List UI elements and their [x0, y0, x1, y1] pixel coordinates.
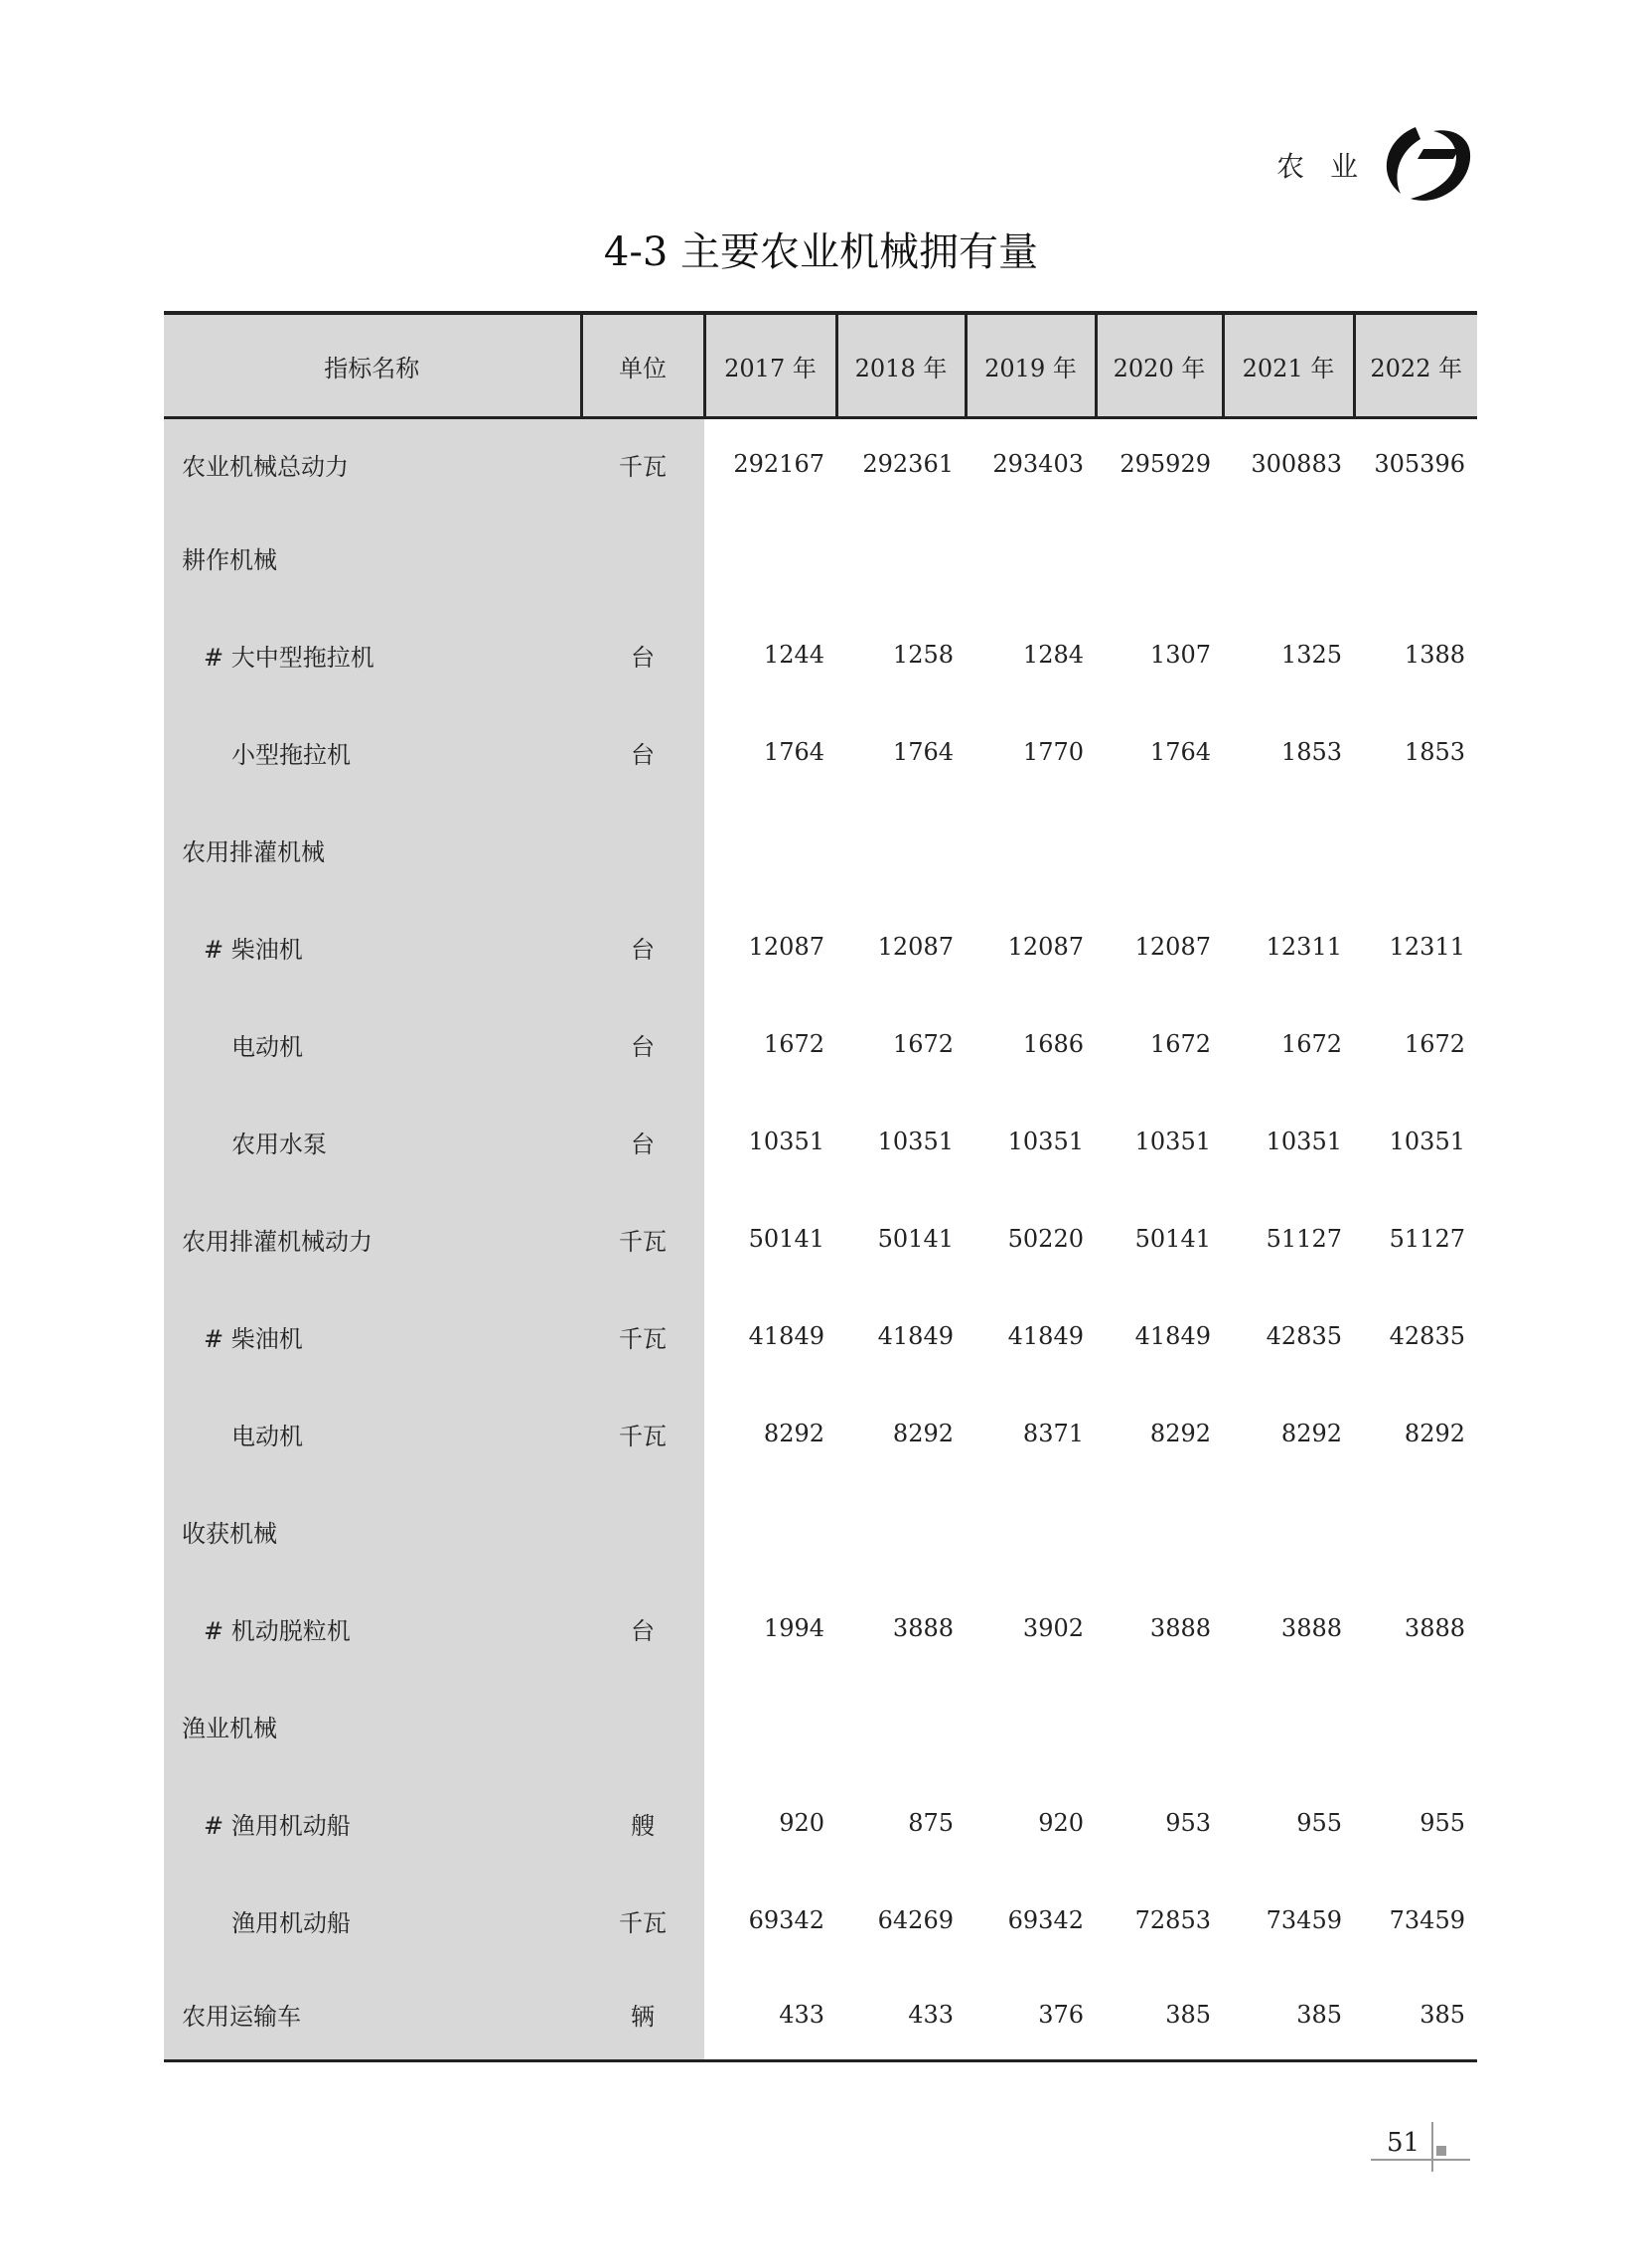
row-value-2017: 10351	[748, 1128, 824, 1155]
row-indicator-name: # 机动脱粒机	[204, 1616, 351, 1645]
row-indicator-name: # 渔用机动船	[204, 1811, 351, 1840]
row-unit: 台	[581, 898, 704, 995]
row-indicator-name: 收获机械	[182, 1519, 277, 1548]
row-value-2020: 12087	[1134, 933, 1211, 961]
row-indicator-name: 农用水泵	[231, 1130, 327, 1158]
row-value-2017: 1672	[763, 1030, 824, 1058]
row-value-2019: 1284	[1022, 641, 1084, 669]
row-value-2018: 12087	[877, 933, 954, 961]
row-value-2021	[1223, 1482, 1354, 1580]
row-unit: 千瓦	[581, 1287, 704, 1385]
table-header-row	[164, 313, 1477, 418]
row-unit	[581, 801, 704, 898]
row-value-2020: 385	[1096, 1969, 1223, 2061]
row-value-2017: 1244	[763, 641, 824, 669]
row-value-2018: 3888	[892, 1614, 954, 1642]
table-row	[164, 1774, 1477, 1872]
row-value-2020: 8292	[1149, 1420, 1211, 1447]
row-value-2022	[1354, 1677, 1477, 1774]
table-row	[164, 1482, 1477, 1580]
row-value-2018: 1672	[892, 1030, 954, 1058]
row-value-2019: 376	[966, 1969, 1096, 2061]
row-value-2021: 8292	[1280, 1420, 1342, 1447]
row-value-2021: 3888	[1280, 1614, 1342, 1642]
row-indicator-cell	[164, 898, 581, 995]
row-value-2017: 433	[704, 1969, 836, 2061]
row-value-2017: 292167	[733, 450, 824, 478]
row-value-2021: 51127	[1266, 1225, 1342, 1253]
row-indicator-cell	[164, 509, 581, 606]
row-value-2019: 293403	[992, 450, 1084, 478]
row-indicator-cell	[164, 418, 581, 510]
table-row	[164, 1190, 1477, 1287]
row-indicator-name: # 大中型拖拉机	[204, 643, 374, 672]
row-value-2021: 10351	[1266, 1128, 1342, 1155]
table-row	[164, 1385, 1477, 1482]
row-value-2020: 1672	[1149, 1030, 1211, 1058]
row-indicator-cell	[164, 1093, 581, 1190]
row-value-2019: 8371	[1022, 1420, 1084, 1447]
column-header-name: 指标名称	[164, 313, 581, 418]
row-indicator-name: 农用排灌机械	[182, 837, 325, 866]
row-unit: 台	[581, 703, 704, 801]
row-value-2022	[1354, 1482, 1477, 1580]
row-unit: 台	[581, 1580, 704, 1677]
row-indicator-cell	[164, 1774, 581, 1872]
row-indicator-cell	[164, 1872, 581, 1969]
row-indicator-cell	[164, 1385, 581, 1482]
row-indicator-name: 电动机	[231, 1032, 303, 1061]
row-value-2020: 50141	[1134, 1225, 1211, 1253]
row-value-2018: 433	[836, 1969, 966, 2061]
row-value-2018: 292361	[862, 450, 954, 478]
row-indicator-cell	[164, 995, 581, 1093]
row-value-2017: 50141	[748, 1225, 824, 1253]
row-unit: 台	[581, 606, 704, 703]
row-value-2017: 8292	[763, 1420, 824, 1447]
row-value-2020: 41849	[1134, 1322, 1211, 1350]
row-unit: 台	[581, 995, 704, 1093]
row-indicator-name: 农用运输车	[182, 2003, 301, 2031]
row-value-2019	[966, 1482, 1096, 1580]
row-value-2018: 8292	[892, 1420, 954, 1447]
row-value-2018	[836, 801, 966, 898]
row-value-2020	[1096, 801, 1223, 898]
column-header-unit: 单位	[581, 313, 704, 418]
row-value-2018	[836, 509, 966, 606]
row-value-2018: 1258	[892, 641, 954, 669]
row-value-2022: 1388	[1404, 641, 1465, 669]
row-value-2020	[1096, 1677, 1223, 1774]
row-indicator-name: 耕作机械	[182, 545, 277, 574]
column-header-2017: 2017 年	[704, 313, 836, 418]
row-indicator-name: # 柴油机	[204, 935, 303, 964]
row-value-2022: 1672	[1404, 1030, 1465, 1058]
row-unit: 千瓦	[581, 1385, 704, 1482]
row-value-2022: 8292	[1404, 1420, 1465, 1447]
row-value-2018: 50141	[877, 1225, 954, 1253]
table-row	[164, 801, 1477, 898]
row-indicator-name: 农业机械总动力	[182, 452, 349, 481]
row-indicator-name: 渔业机械	[182, 1714, 277, 1742]
row-value-2020	[1096, 509, 1223, 606]
row-indicator-cell	[164, 1677, 581, 1774]
row-indicator-cell	[164, 1969, 581, 2061]
row-value-2019: 1770	[1022, 738, 1084, 766]
row-value-2022	[1354, 801, 1477, 898]
row-value-2020: 295929	[1120, 450, 1211, 478]
row-unit	[581, 509, 704, 606]
row-value-2021: 1325	[1280, 641, 1342, 669]
row-indicator-cell	[164, 703, 581, 801]
section-label: 农业	[1276, 150, 1385, 183]
table-row	[164, 1580, 1477, 1677]
row-unit	[581, 1482, 704, 1580]
row-value-2020: 953	[1165, 1809, 1211, 1837]
table-row	[164, 509, 1477, 606]
table-row	[164, 995, 1477, 1093]
table-row	[164, 1872, 1477, 1969]
table-row	[164, 1677, 1477, 1774]
row-value-2017	[704, 801, 836, 898]
page-number: 51	[1387, 2128, 1420, 2158]
row-indicator-cell	[164, 801, 581, 898]
row-value-2020: 3888	[1149, 1614, 1211, 1642]
row-value-2020	[1096, 1482, 1223, 1580]
row-value-2022: 73459	[1389, 1906, 1465, 1934]
row-value-2021: 300883	[1251, 450, 1342, 478]
row-value-2022: 42835	[1389, 1322, 1465, 1350]
row-value-2019	[966, 801, 1096, 898]
table-body	[164, 418, 1477, 2061]
row-indicator-name: 农用排灌机械动力	[182, 1227, 373, 1256]
row-value-2017	[704, 509, 836, 606]
row-value-2018: 1764	[892, 738, 954, 766]
row-value-2019: 920	[1038, 1809, 1084, 1837]
row-indicator-cell	[164, 1482, 581, 1580]
row-value-2019: 10351	[1007, 1128, 1084, 1155]
row-indicator-cell	[164, 1580, 581, 1677]
row-value-2021	[1223, 1677, 1354, 1774]
row-value-2017	[704, 1482, 836, 1580]
row-value-2022: 1853	[1404, 738, 1465, 766]
row-unit: 千瓦	[581, 418, 704, 510]
table-row	[164, 606, 1477, 703]
row-value-2017: 69342	[748, 1906, 824, 1934]
table-row	[164, 898, 1477, 995]
column-header-2018: 2018 年	[836, 313, 966, 418]
row-value-2021	[1223, 509, 1354, 606]
row-value-2019: 12087	[1007, 933, 1084, 961]
row-value-2018	[836, 1677, 966, 1774]
row-value-2020: 72853	[1134, 1906, 1211, 1934]
row-unit: 千瓦	[581, 1872, 704, 1969]
row-value-2019	[966, 509, 1096, 606]
table-row	[164, 703, 1477, 801]
row-value-2017: 12087	[748, 933, 824, 961]
row-value-2017	[704, 1677, 836, 1774]
row-value-2020: 10351	[1134, 1128, 1211, 1155]
row-value-2021: 12311	[1266, 933, 1342, 961]
row-value-2019: 41849	[1007, 1322, 1084, 1350]
row-unit: 辆	[581, 1969, 704, 2061]
row-value-2021: 1672	[1280, 1030, 1342, 1058]
row-value-2021: 955	[1296, 1809, 1342, 1837]
row-value-2018: 875	[908, 1809, 954, 1837]
table-row	[164, 418, 1477, 510]
row-unit: 艘	[581, 1774, 704, 1872]
row-value-2019	[966, 1677, 1096, 1774]
row-indicator-name: 小型拖拉机	[231, 740, 351, 769]
table-row	[164, 1287, 1477, 1385]
row-value-2019: 1686	[1022, 1030, 1084, 1058]
row-indicator-cell	[164, 1190, 581, 1287]
row-unit	[581, 1677, 704, 1774]
row-value-2020: 1764	[1149, 738, 1211, 766]
column-header-2022: 2022 年	[1354, 313, 1477, 418]
row-value-2019: 3902	[1022, 1614, 1084, 1642]
row-value-2018: 64269	[877, 1906, 954, 1934]
row-value-2018: 10351	[877, 1128, 954, 1155]
column-header-2019: 2019 年	[966, 313, 1096, 418]
table-row	[164, 1093, 1477, 1190]
row-value-2019: 69342	[1007, 1906, 1084, 1934]
row-unit: 千瓦	[581, 1190, 704, 1287]
row-indicator-name: 电动机	[231, 1422, 303, 1450]
row-value-2021: 42835	[1266, 1322, 1342, 1350]
row-value-2022: 3888	[1404, 1614, 1465, 1642]
page-title: 4-3 主要农业机械拥有量	[603, 229, 1039, 275]
row-value-2018	[836, 1482, 966, 1580]
row-value-2019: 50220	[1007, 1225, 1084, 1253]
row-indicator-cell	[164, 1287, 581, 1385]
row-value-2022: 955	[1419, 1809, 1465, 1837]
row-value-2022: 12311	[1389, 933, 1465, 961]
row-value-2022	[1354, 509, 1477, 606]
table-row	[164, 1969, 1477, 2061]
column-header-2020: 2020 年	[1096, 313, 1223, 418]
stats-logo-icon	[1376, 119, 1475, 207]
row-indicator-name: 渔用机动船	[231, 1908, 351, 1937]
row-value-2021: 385	[1223, 1969, 1354, 2061]
row-value-2017: 920	[779, 1809, 824, 1837]
column-header-2021: 2021 年	[1223, 313, 1354, 418]
row-unit: 台	[581, 1093, 704, 1190]
row-value-2022: 305396	[1374, 450, 1465, 478]
row-value-2021: 73459	[1266, 1906, 1342, 1934]
row-value-2020: 1307	[1149, 641, 1211, 669]
row-indicator-cell	[164, 606, 581, 703]
statistics-table	[164, 311, 1477, 2062]
row-indicator-name: # 柴油机	[204, 1324, 303, 1353]
row-value-2017: 1764	[763, 738, 824, 766]
page-corner-mark-icon	[1371, 2114, 1470, 2174]
row-value-2017: 41849	[748, 1322, 824, 1350]
row-value-2022: 51127	[1389, 1225, 1465, 1253]
row-value-2021: 1853	[1280, 738, 1342, 766]
row-value-2018: 41849	[877, 1322, 954, 1350]
row-value-2022: 10351	[1389, 1128, 1465, 1155]
row-value-2017: 1994	[763, 1614, 824, 1642]
row-value-2022: 385	[1354, 1969, 1477, 2061]
row-value-2021	[1223, 801, 1354, 898]
